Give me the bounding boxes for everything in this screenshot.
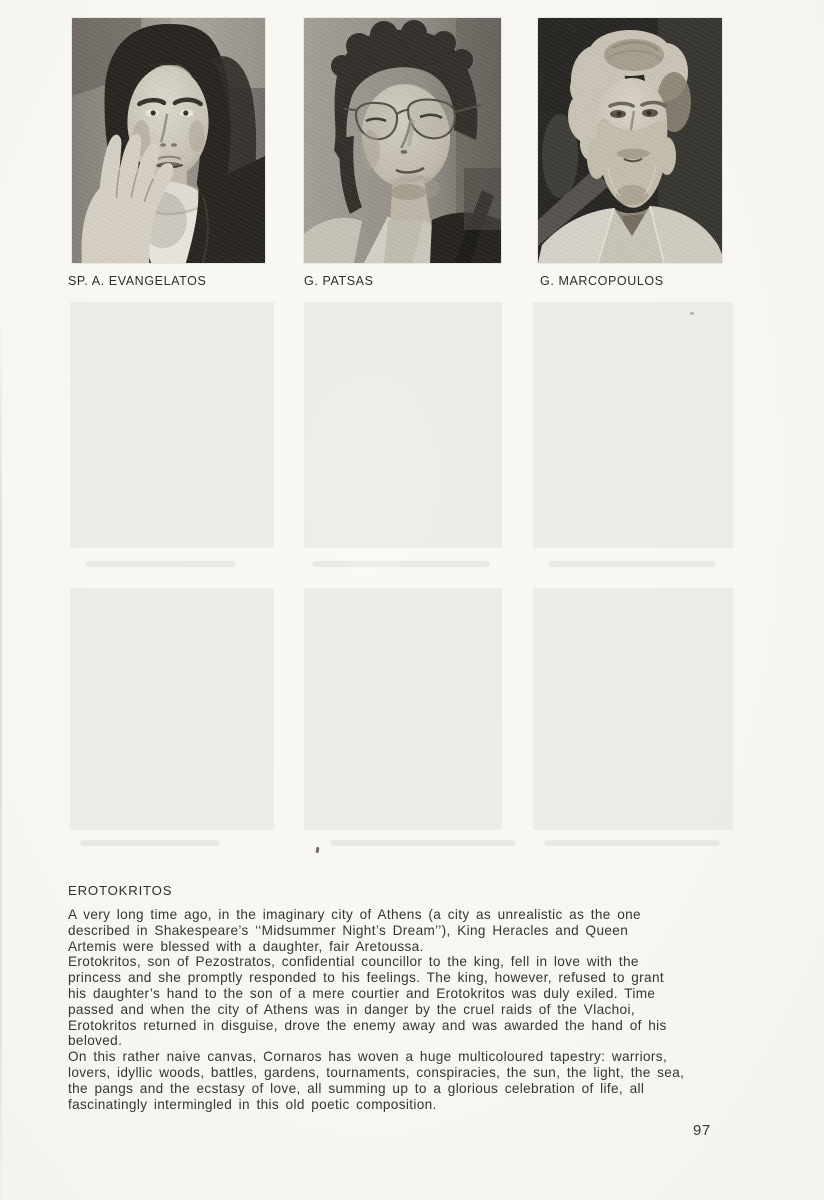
- showthrough-box: [70, 588, 274, 830]
- body-text-line: beloved.: [68, 1033, 123, 1049]
- ink-speck: [316, 847, 320, 853]
- portrait-patsas-illustration: [304, 18, 501, 263]
- article-heading: EROTOKRITOS: [68, 883, 173, 898]
- body-text-line: A very long time ago, in the imaginary city of Athens (a city as unrealistic as the one: [68, 907, 641, 922]
- body-text-line: On this rather naive canvas, Cornaros has woven a huge multicoloured tapestry: warriors,: [68, 1049, 668, 1065]
- body-text-line: his daughter’s hand to the son of a mere courtier and Erotokritos was duly exiled. Time: [68, 985, 656, 1001]
- showthrough-caption-smudge: [548, 561, 716, 567]
- showthrough-box: [304, 588, 502, 830]
- article: [68, 883, 768, 1112]
- scan-edge-line: [0, 330, 2, 1200]
- showthrough-caption-smudge: [80, 840, 220, 846]
- photo-evangelatos: [72, 18, 265, 263]
- showthrough-box: [70, 302, 274, 548]
- showthrough-box: [533, 302, 733, 548]
- showthrough-caption-smudge: [312, 561, 490, 567]
- showthrough-caption-smudge: [330, 840, 516, 846]
- photo-marcopoulos: [538, 18, 722, 263]
- body-text-line: Erotokritos, son of Pezostratos, confidential councillor to the king, fell in love with the: [68, 954, 639, 970]
- body-text-line: fascinatingly intermingled in this old poetic composition.: [68, 1096, 437, 1112]
- body-text-line: the pangs and the ecstasy of love, all summing up to a glorious celebration of life, all: [68, 1080, 645, 1096]
- photo-patsas: [304, 18, 501, 263]
- photo-caption-patsas: G. PATSAS: [304, 274, 374, 288]
- showthrough-box: [304, 302, 502, 548]
- article-body: [68, 907, 768, 1112]
- body-text-line: Erotokritos returned in disguise, drove the enemy away and was awarded the hand of his: [68, 1017, 667, 1033]
- body-text-line: Artemis were blessed with a daughter, fair Aretoussa.: [68, 938, 424, 954]
- photo-caption-evangelatos: SP. A. EVANGELATOS: [68, 274, 207, 288]
- body-text-line: princess and she promptly responded to his feelings. The king, however, refused to grant: [68, 970, 664, 986]
- body-text-line: lovers, idyllic woods, battles, gardens, tournaments, conspiracies, the sun, the light, the sea,: [68, 1064, 685, 1080]
- body-text-line: described in Shakespeare’s ‘‘Midsummer Night’s Dream’’), King Heracles and Queen: [68, 922, 629, 938]
- showthrough-caption-smudge: [544, 840, 720, 846]
- photo-caption-marcopoulos: G. MARCOPOULOS: [540, 274, 664, 288]
- portrait-marcopoulos-illustration: [538, 18, 722, 263]
- portrait-evangelatos-illustration: [72, 18, 265, 263]
- page-number: 97: [693, 1122, 711, 1139]
- ink-speck: [690, 312, 694, 315]
- showthrough-box: [533, 588, 733, 830]
- body-text-line: passed and when the city of Athens was in danger by the cruel raids of the Vlachoi,: [68, 1001, 635, 1017]
- showthrough-caption-smudge: [86, 561, 236, 567]
